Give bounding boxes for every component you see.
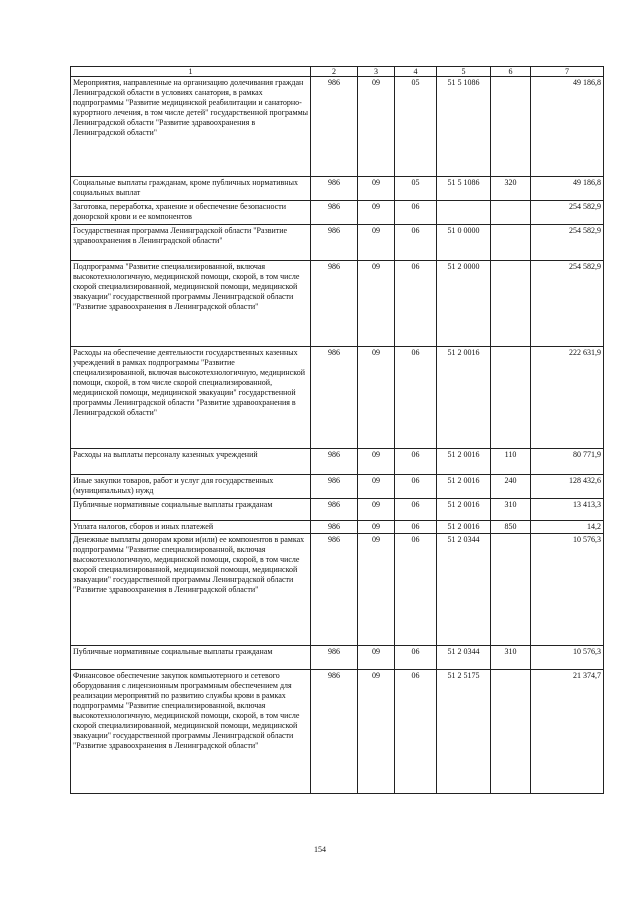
row-name-cell: Денежные выплаты донорам крови и(или) ее компонентов в рамках подпрограммы "Развитие специализированной, включая высокотехнологичную, медицинской помощи, скорой, в том числе скорой специализированной, медицинской помощи, медицинской эвакуации" государственной программы Ленинградской области "Развитие здравоохранения в Ленинградской области" <box>71 534 311 646</box>
row-value-cell: 986 <box>311 347 358 449</box>
row-value-cell: 06 <box>395 475 437 499</box>
row-value-cell: 51 2 5175 <box>437 670 491 794</box>
row-value-cell: 986 <box>311 475 358 499</box>
row-value-cell: 06 <box>395 261 437 347</box>
row-value-cell: 06 <box>395 201 437 225</box>
row-value-cell: 09 <box>358 201 395 225</box>
row-value-cell: 21 374,7 <box>531 670 604 794</box>
row-value-cell <box>491 261 531 347</box>
row-value-cell <box>491 77 531 177</box>
row-value-cell: 49 186,8 <box>531 77 604 177</box>
row-name-cell: Финансовое обеспечение закупок компьютерного и сетевого оборудования с лицензионным программным обеспечением для реализации мероприятий по развитию службы крови в рамках подпрограммы "Развитие специализированной, включая высокотехнологичную, медицинской помощи, скорой, в том числе скорой специализированной, медицинской помощи, медицинской эвакуации" государственной программы Ленинградской области "Развитие здравоохранения в Ленинградской области" <box>71 670 311 794</box>
row-value-cell: 986 <box>311 77 358 177</box>
row-value-cell: 09 <box>358 177 395 201</box>
row-value-cell: 986 <box>311 201 358 225</box>
row-name-cell: Расходы на обеспечение деятельности государственных казенных учреждений в рамках подпрограммы "Развитие специализированной, включая высокотехнологичную, медицинской помощи, скорой, в том числе скорой специализированной, медицинской помощи, медицинской эвакуации" государственной программы Ленинградской области "Развитие здравоохранения в Ленинградской области" <box>71 347 311 449</box>
row-value-cell: 51 2 0000 <box>437 261 491 347</box>
row-value-cell: 09 <box>358 347 395 449</box>
row-value-cell: 14,2 <box>531 521 604 534</box>
row-value-cell: 986 <box>311 521 358 534</box>
row-value-cell: 05 <box>395 77 437 177</box>
row-value-cell: 986 <box>311 534 358 646</box>
row-value-cell: 09 <box>358 225 395 261</box>
table-row <box>71 201 604 225</box>
row-value-cell: 06 <box>395 521 437 534</box>
row-value-cell: 986 <box>311 670 358 794</box>
row-value-cell: 09 <box>358 261 395 347</box>
row-value-cell: 51 2 0016 <box>437 521 491 534</box>
column-header: 6 <box>491 67 531 77</box>
table-row <box>71 499 604 521</box>
table-row <box>71 646 604 670</box>
column-header: 7 <box>531 67 604 77</box>
row-value-cell: 986 <box>311 177 358 201</box>
row-value-cell: 254 582,9 <box>531 201 604 225</box>
table-row <box>71 521 604 534</box>
table-row <box>71 177 604 201</box>
row-value-cell: 51 5 1086 <box>437 77 491 177</box>
row-name-cell: Мероприятия, направленные на организацию долечивания граждан Ленинградской области в условиях санатория, в рамках подпрограммы "Развитие медицинской реабилитации и санаторно-курортного лечения, в том числе детей" государственной программы Ленинградской области "Развитие здравоохранения в Ленинградской области" <box>71 77 311 177</box>
table-row <box>71 449 604 475</box>
row-value-cell <box>491 225 531 261</box>
row-value-cell: 51 2 0344 <box>437 646 491 670</box>
row-value-cell: 986 <box>311 261 358 347</box>
row-value-cell: 09 <box>358 534 395 646</box>
table-row <box>71 225 604 261</box>
row-value-cell <box>491 670 531 794</box>
row-name-cell: Заготовка, переработка, хранение и обеспечение безопасности донорской крови и ее компонентов <box>71 201 311 225</box>
row-value-cell: 51 2 0344 <box>437 534 491 646</box>
row-value-cell: 06 <box>395 499 437 521</box>
table-row <box>71 670 604 794</box>
row-name-cell: Социальные выплаты гражданам, кроме публичных нормативных социальных выплат <box>71 177 311 201</box>
row-value-cell: 222 631,9 <box>531 347 604 449</box>
row-value-cell: 310 <box>491 646 531 670</box>
row-name-cell: Уплата налогов, сборов и иных платежей <box>71 521 311 534</box>
row-name-cell: Публичные нормативные социальные выплаты гражданам <box>71 646 311 670</box>
table-header-row <box>71 67 604 77</box>
row-value-cell: 06 <box>395 225 437 261</box>
row-value-cell: 986 <box>311 225 358 261</box>
row-value-cell: 06 <box>395 449 437 475</box>
row-value-cell: 10 576,3 <box>531 646 604 670</box>
row-value-cell: 80 771,9 <box>531 449 604 475</box>
row-value-cell: 06 <box>395 347 437 449</box>
row-value-cell: 254 582,9 <box>531 225 604 261</box>
column-header: 3 <box>358 67 395 77</box>
row-value-cell: 128 432,6 <box>531 475 604 499</box>
row-value-cell: 254 582,9 <box>531 261 604 347</box>
column-header: 5 <box>437 67 491 77</box>
column-header: 1 <box>71 67 311 77</box>
row-name-cell: Государственная программа Ленинградской области "Развитие здравоохранения в Ленинградской области" <box>71 225 311 261</box>
row-value-cell: 10 576,3 <box>531 534 604 646</box>
row-value-cell: 320 <box>491 177 531 201</box>
table-row <box>71 475 604 499</box>
row-value-cell: 51 0 0000 <box>437 225 491 261</box>
row-name-cell: Расходы на выплаты персоналу казенных учреждений <box>71 449 311 475</box>
row-value-cell: 110 <box>491 449 531 475</box>
row-value-cell: 49 186,8 <box>531 177 604 201</box>
row-value-cell: 51 2 0016 <box>437 499 491 521</box>
row-value-cell: 09 <box>358 77 395 177</box>
row-value-cell: 51 2 0016 <box>437 449 491 475</box>
row-value-cell <box>491 534 531 646</box>
row-value-cell: 09 <box>358 521 395 534</box>
budget-table <box>70 66 604 794</box>
table-body <box>71 77 604 794</box>
row-value-cell: 09 <box>358 499 395 521</box>
row-value-cell: 51 5 1086 <box>437 177 491 201</box>
row-value-cell: 06 <box>395 670 437 794</box>
row-value-cell: 09 <box>358 670 395 794</box>
row-value-cell: 51 2 0016 <box>437 475 491 499</box>
table-row <box>71 77 604 177</box>
table-row <box>71 534 604 646</box>
row-value-cell: 09 <box>358 475 395 499</box>
page-number: 154 <box>314 845 326 854</box>
row-value-cell: 13 413,3 <box>531 499 604 521</box>
row-value-cell <box>491 347 531 449</box>
row-value-cell: 09 <box>358 646 395 670</box>
row-name-cell: Публичные нормативные социальные выплаты гражданам <box>71 499 311 521</box>
row-value-cell: 09 <box>358 449 395 475</box>
row-name-cell: Иные закупки товаров, работ и услуг для государственных (муниципальных) нужд <box>71 475 311 499</box>
column-header: 4 <box>395 67 437 77</box>
table-row <box>71 261 604 347</box>
row-value-cell: 240 <box>491 475 531 499</box>
row-value-cell <box>437 201 491 225</box>
row-value-cell <box>491 201 531 225</box>
row-name-cell: Подпрограмма "Развитие специализированной, включая высокотехнологичную, медицинской помощи, скорой, в том числе скорой специализированной, медицинской помощи, медицинской эвакуации" государственной программы Ленинградской области "Развитие здравоохранения в Ленинградской области" <box>71 261 311 347</box>
row-value-cell: 986 <box>311 646 358 670</box>
row-value-cell: 06 <box>395 646 437 670</box>
row-value-cell: 06 <box>395 534 437 646</box>
row-value-cell: 310 <box>491 499 531 521</box>
row-value-cell: 850 <box>491 521 531 534</box>
row-value-cell: 51 2 0016 <box>437 347 491 449</box>
table-row <box>71 347 604 449</box>
row-value-cell: 986 <box>311 499 358 521</box>
column-header: 2 <box>311 67 358 77</box>
row-value-cell: 986 <box>311 449 358 475</box>
row-value-cell: 05 <box>395 177 437 201</box>
